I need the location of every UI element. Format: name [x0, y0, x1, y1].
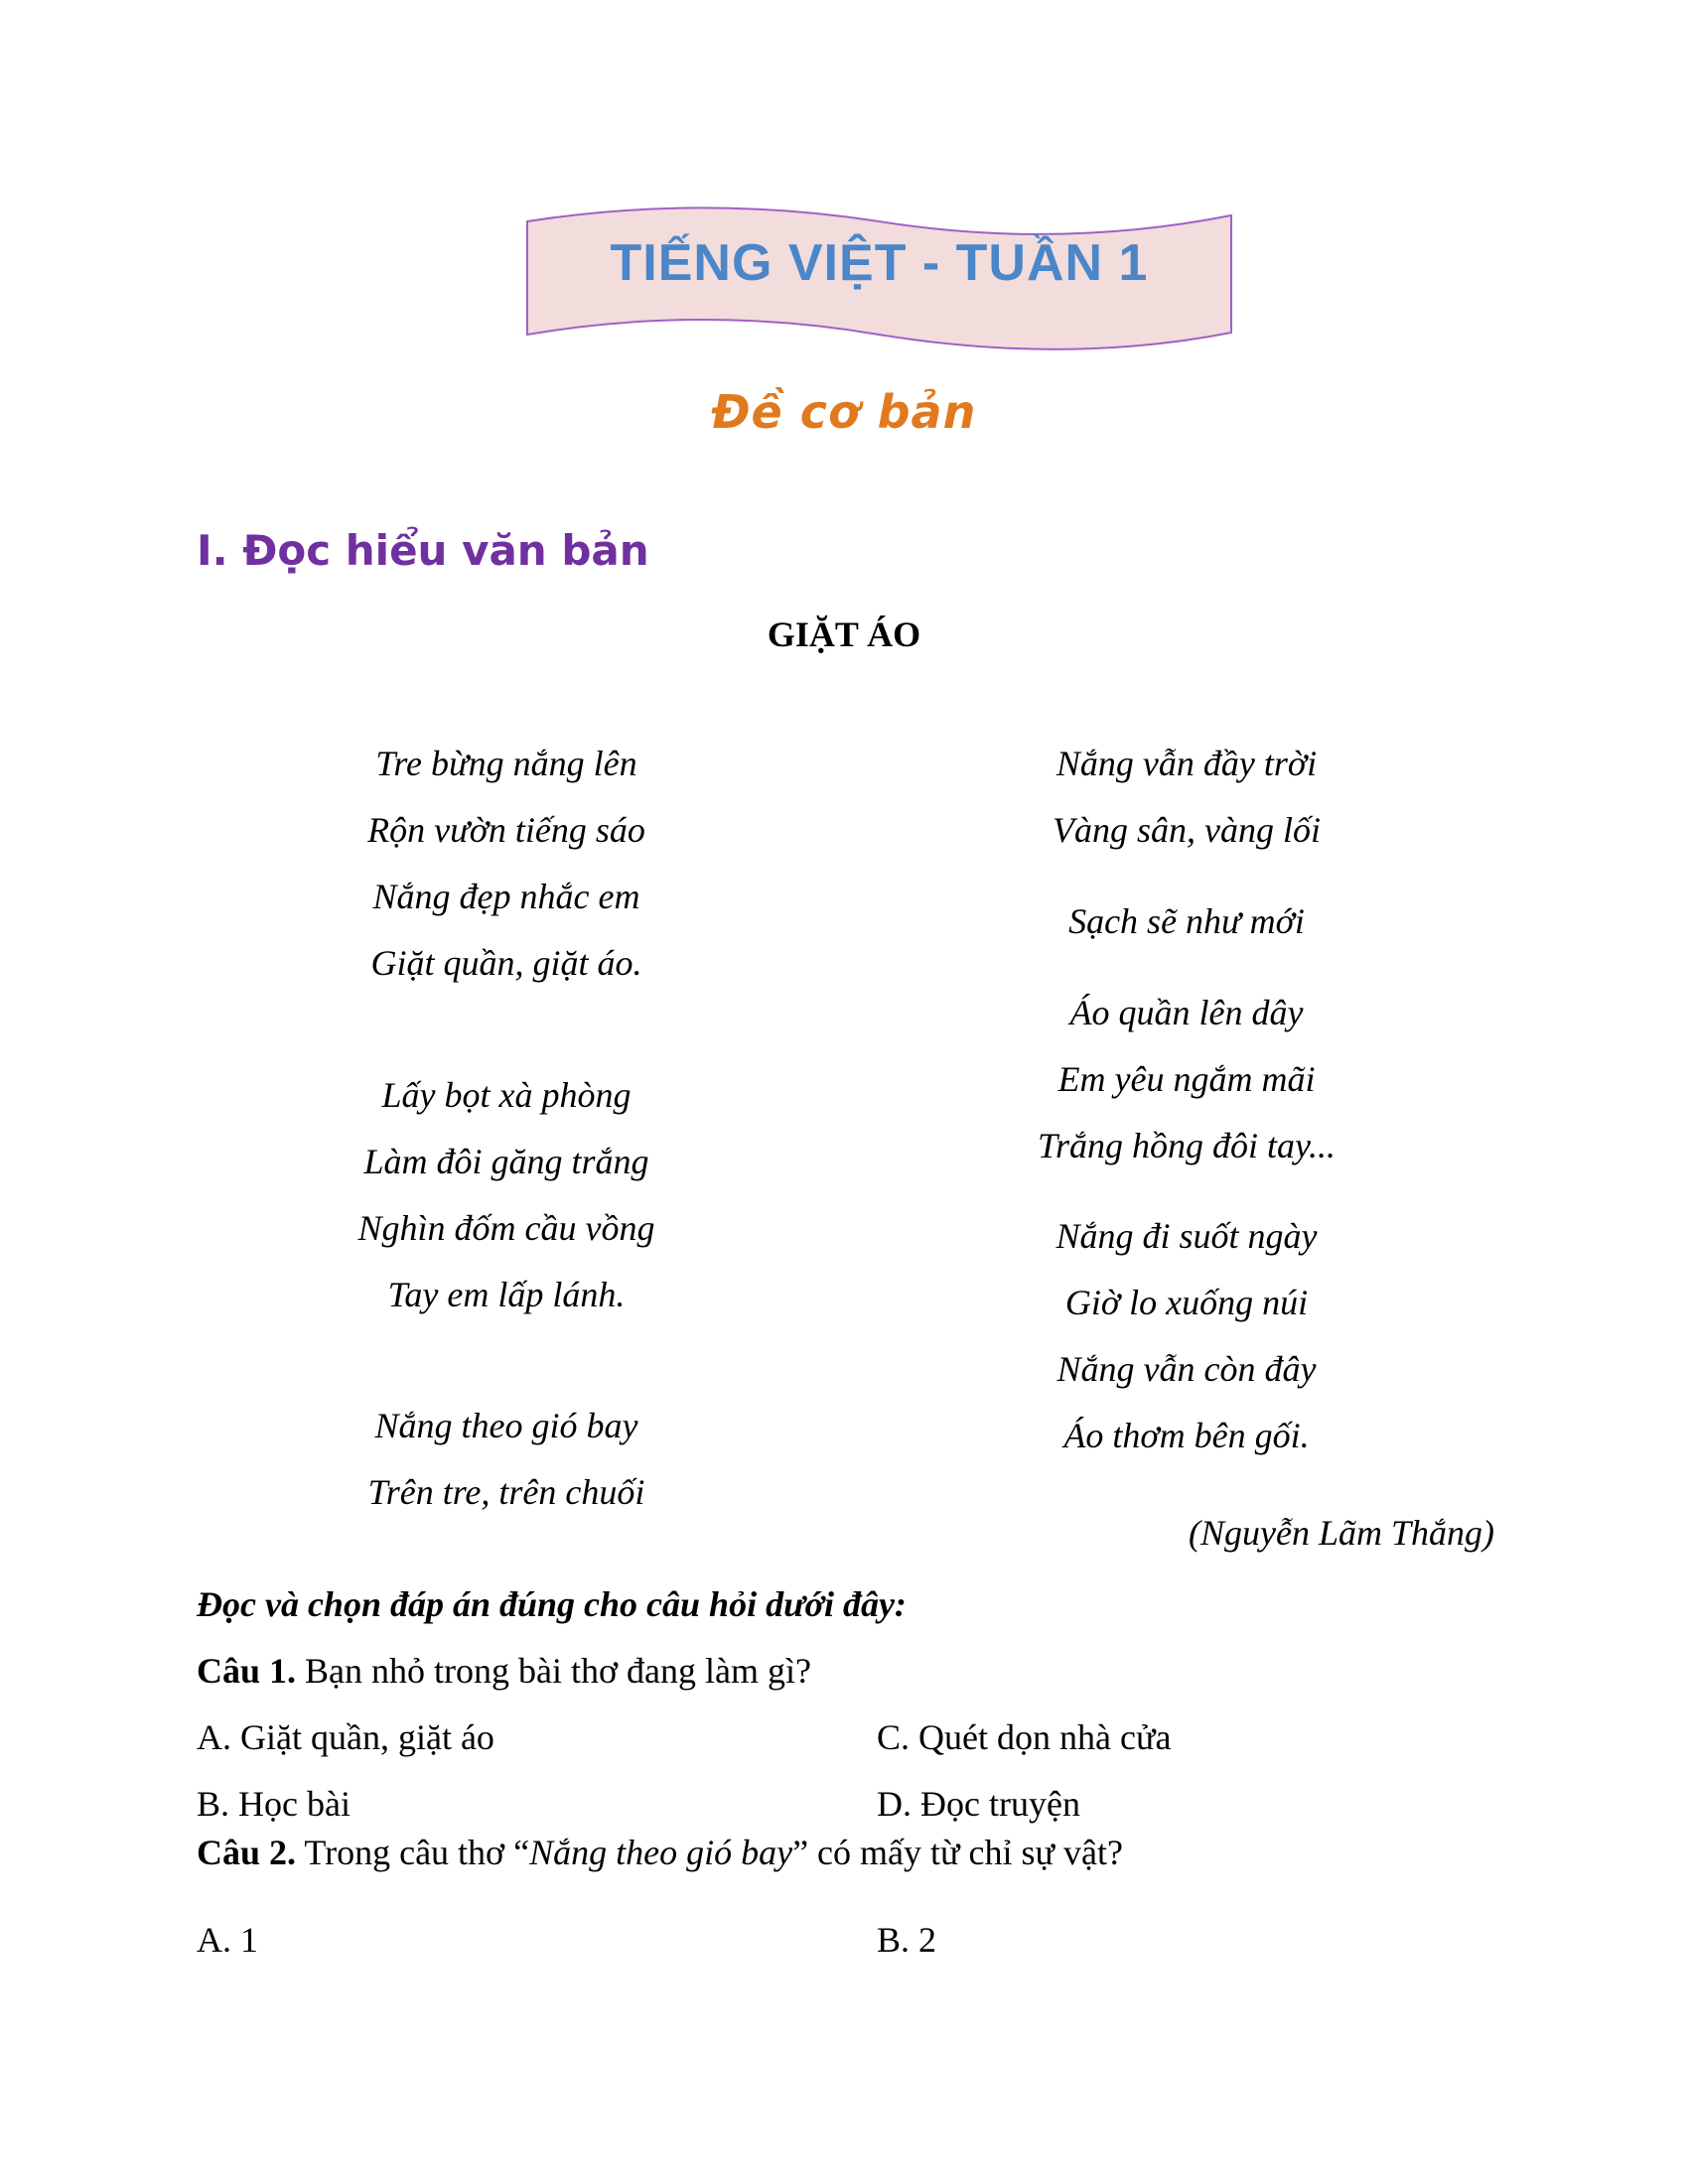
section-heading: I. Đọc hiểu văn bản [197, 526, 649, 575]
poem-line: Giờ lo xuống núi [1064, 1283, 1309, 1322]
question-text: Bạn nhỏ trong bài thơ đang làm gì? [296, 1651, 811, 1691]
poem-line: Áo thơm bên gối. [1063, 1416, 1310, 1455]
question-label: Câu 2. [197, 1833, 297, 1872]
page-subtitle: Đề cơ bản [711, 385, 977, 439]
question-2 [197, 1832, 1123, 1873]
poem-line: Tre bừng nắng lên [375, 744, 637, 783]
answer-option[interactable]: D. Đọc truyện [877, 1784, 1080, 1824]
question-label: Câu 1. [197, 1651, 297, 1691]
answer-option[interactable]: B. 2 [877, 1920, 937, 1960]
question-1 [197, 1650, 811, 1692]
poem-line: Nghìn đốm cầu vồng [357, 1208, 655, 1248]
poem-line: Trên tre, trên chuối [367, 1472, 645, 1512]
banner-title: TIẾNG VIỆT - TUẦN 1 [610, 234, 1149, 292]
poem-line: Vàng sân, vàng lối [1053, 810, 1321, 850]
poem-line: Em yêu ngắm mãi [1057, 1059, 1316, 1099]
poem-line: Lấy bọt xà phòng [381, 1075, 632, 1115]
question-text: Trong câu thơ “ [296, 1833, 530, 1872]
poem-title: GIẶT ÁO [767, 614, 921, 654]
poem-author: (Nguyễn Lãm Thắng) [1189, 1513, 1494, 1553]
poem-line: Nắng đẹp nhắc em [372, 877, 640, 916]
answer-option[interactable]: A. 1 [197, 1920, 258, 1960]
poem-line: Áo quần lên dây [1069, 993, 1304, 1032]
poem-line: Rộn vườn tiếng sáo [367, 810, 645, 850]
poem-line: Làm đôi găng trắng [363, 1142, 649, 1181]
answer-option[interactable]: A. Giặt quần, giặt áo [197, 1717, 494, 1757]
question-text: ” có mấy từ chỉ sự vật? [792, 1833, 1123, 1872]
poem-line: Nắng vẫn còn đây [1056, 1349, 1317, 1389]
poem-line: Giặt quần, giặt áo. [370, 943, 642, 983]
answer-option[interactable]: B. Học bài [197, 1784, 351, 1824]
answer-option[interactable]: C. Quét dọn nhà cửa [877, 1717, 1172, 1757]
instruction-text: Đọc và chọn đáp án đúng cho câu hỏi dưới đây: [197, 1584, 907, 1624]
poem-line: Sạch sẽ như mới [1068, 901, 1305, 941]
poem-line: Nắng theo gió bay [374, 1406, 638, 1445]
poem-line: Nắng vẫn đầy trời [1055, 744, 1318, 783]
poem-line: Trắng hồng đôi tay... [1037, 1126, 1336, 1165]
title-banner [524, 204, 1234, 352]
poem-line: Tay em lấp lánh. [387, 1275, 626, 1314]
quoted-verse: Nắng theo gió bay [529, 1833, 793, 1872]
poem-line: Nắng đi suốt ngày [1055, 1216, 1318, 1256]
